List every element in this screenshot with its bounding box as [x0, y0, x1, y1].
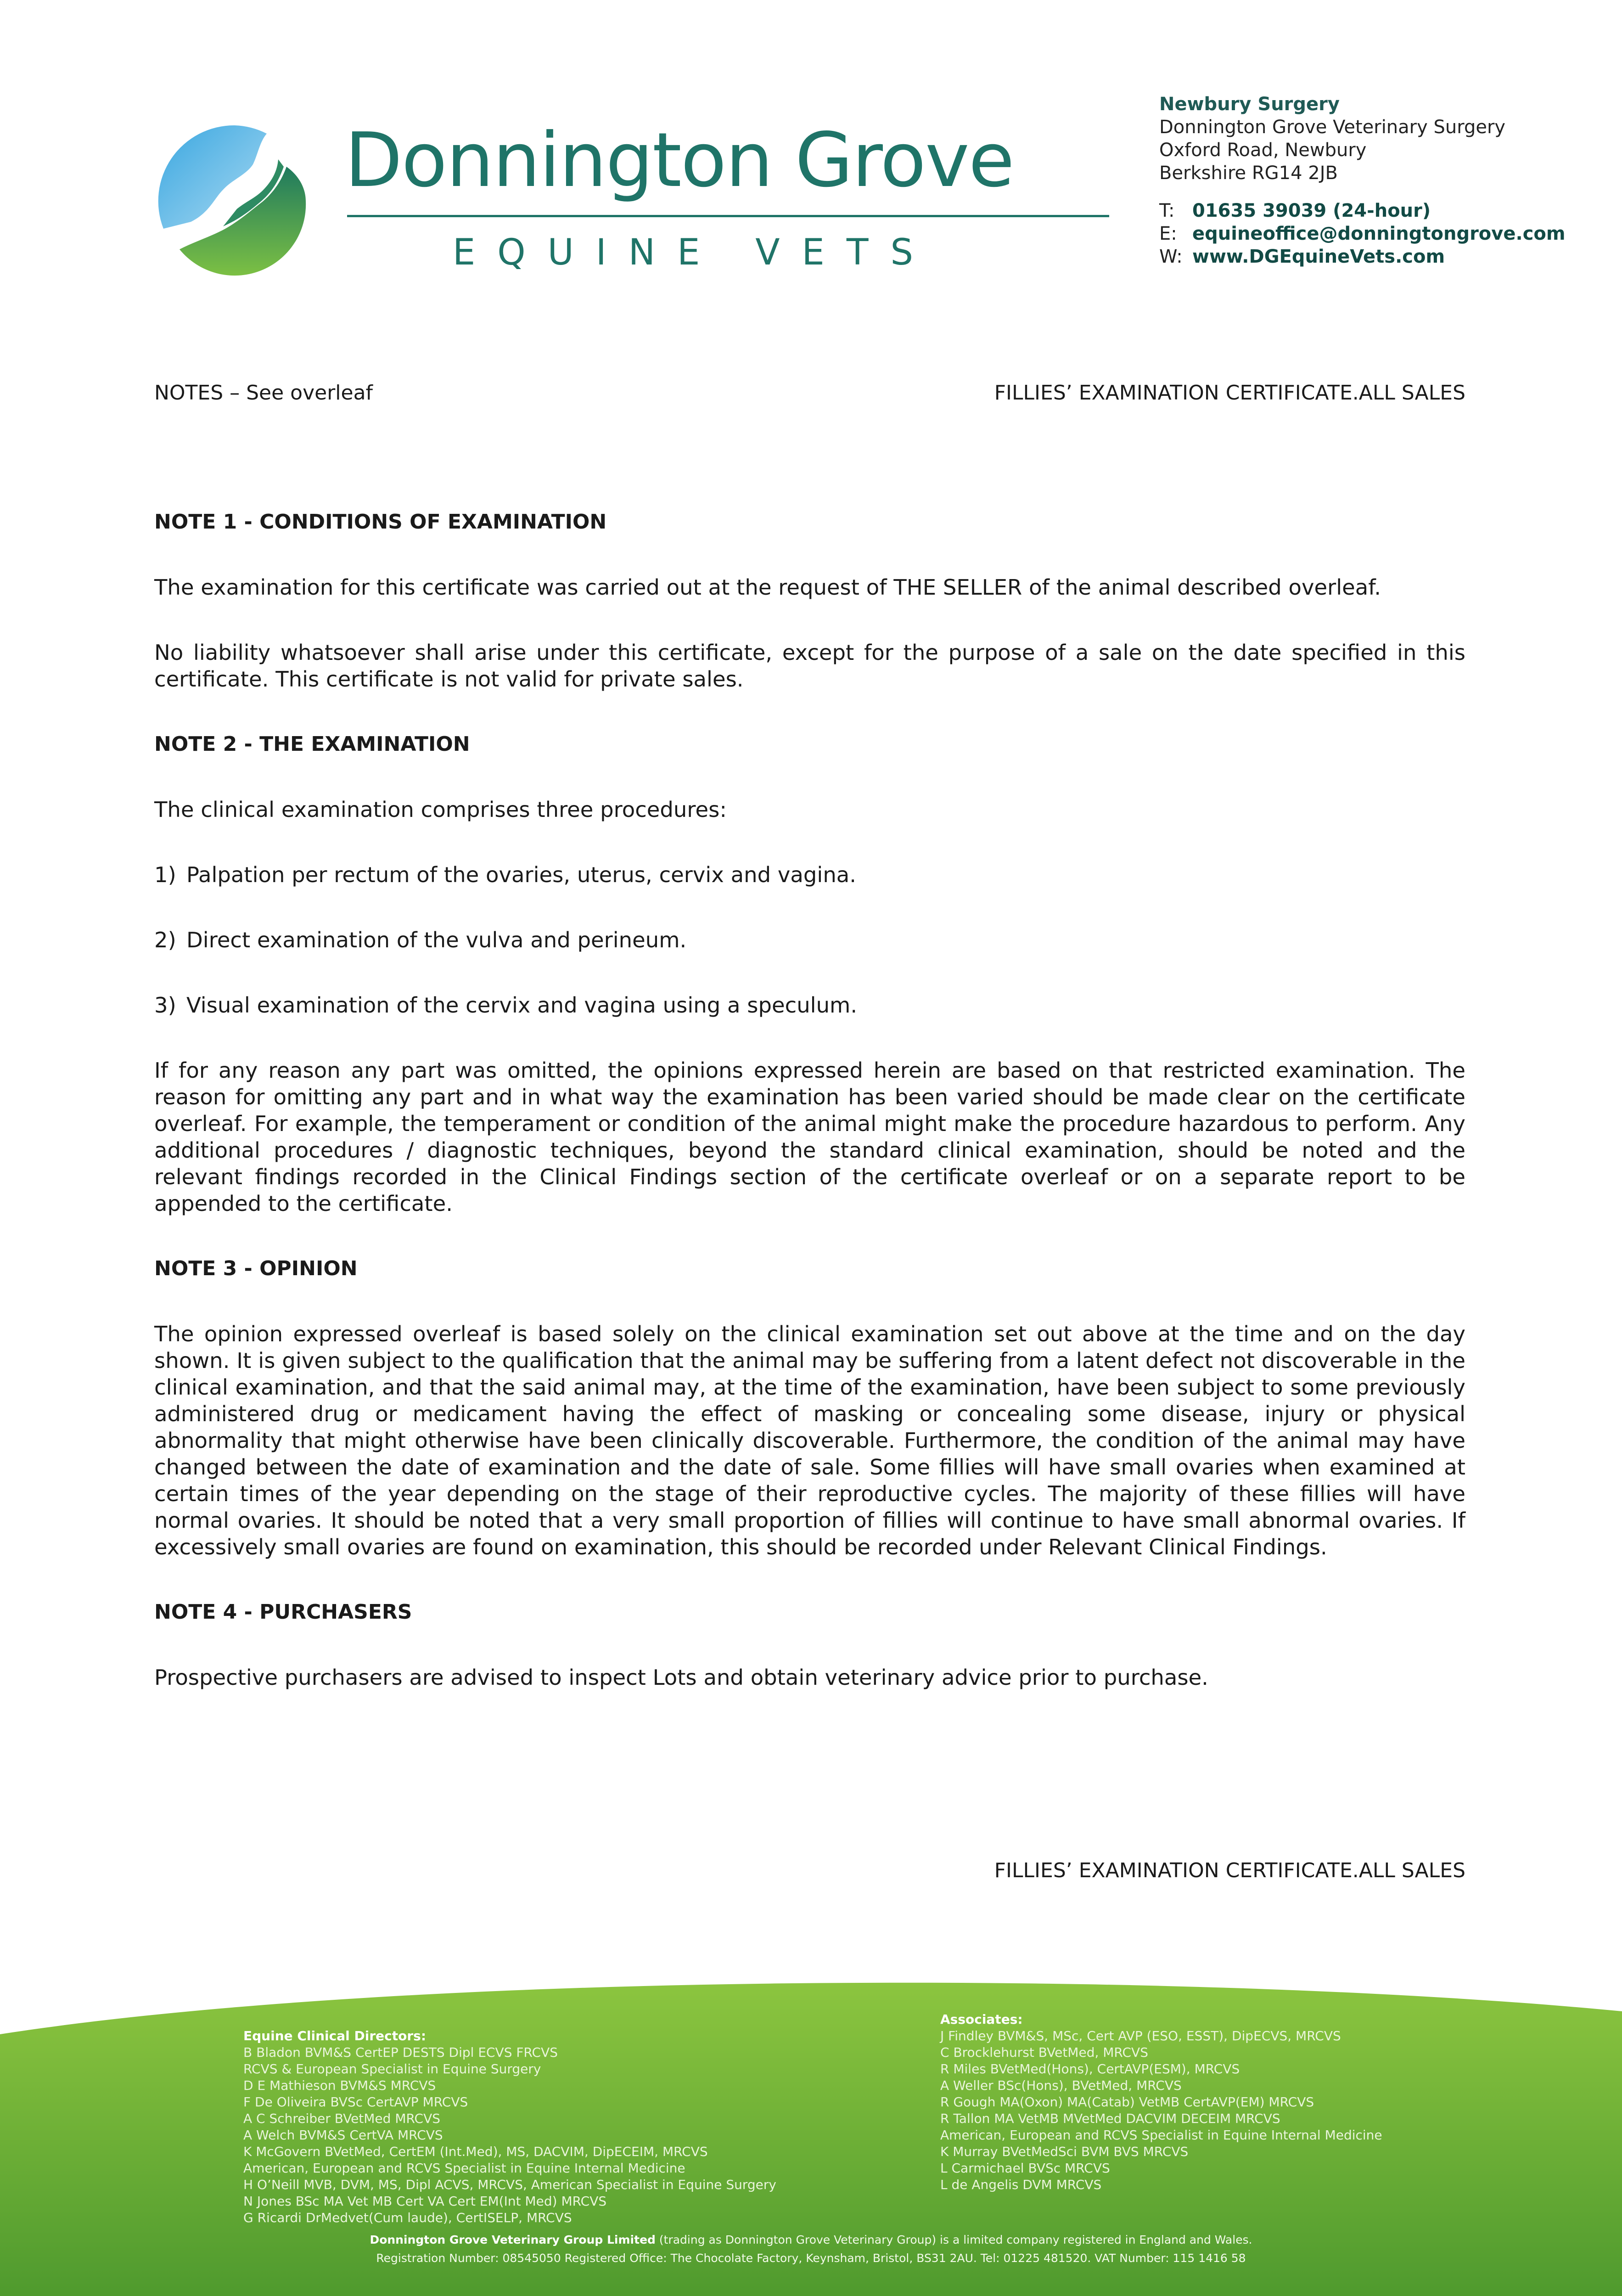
- address-line-1: Donnington Grove Veterinary Surgery: [1159, 117, 1506, 138]
- associates-list: [940, 2011, 1537, 2193]
- web-row: [1159, 245, 1572, 268]
- brand-logo: [154, 117, 1014, 287]
- address-line-2: Oxford Road, Newbury: [1159, 140, 1367, 161]
- procedure-text: Visual examination of the cervix and vagina using a speculum.: [186, 993, 858, 1018]
- email-link[interactable]: equineoffice@donningtongrove.com: [1192, 223, 1566, 244]
- associate-entry: A Weller BSc(Hons), BVetMed, MRCVS: [940, 2078, 1182, 2093]
- note3-heading: NOTE 3 - OPINION: [154, 1257, 358, 1280]
- phone-label: T:: [1159, 200, 1175, 221]
- associate-entry: R Miles BVetMed(Hons), CertAVP(ESM), MRCVS: [940, 2061, 1240, 2077]
- note2-heading: NOTE 2 - THE EXAMINATION: [154, 732, 470, 756]
- director-entry: American, European and RCVS Specialist in Equine Internal Medicine: [243, 2161, 685, 2176]
- associate-entry: C Brocklehurst BVetMed, MRCVS: [940, 2045, 1148, 2060]
- note2-intro: The clinical examination comprises three procedures:: [154, 797, 727, 822]
- procedure-number: 1): [154, 862, 176, 887]
- registration-line: Registration Number: 08545050 Registered Office: The Chocolate Factory, Keynsham, Bristol, BS31 2AU. Tel: 01225 481520. VAT Number: 115 1416 58: [376, 2251, 1246, 2265]
- directors-list: [243, 2028, 932, 2226]
- surgery-name: Newbury Surgery: [1159, 94, 1340, 115]
- associate-entry: L de Angelis DVM MRCVS: [940, 2177, 1102, 2192]
- certificate-title: FILLIES’ EXAMINATION CERTIFICATE.ALL SALES: [994, 381, 1465, 405]
- procedure-number: 3): [154, 993, 176, 1018]
- note1-paragraph-1: The examination for this certificate was carried out at the request of THE SELLER of the animal described overleaf.: [154, 575, 1381, 600]
- procedure-item: [154, 992, 1465, 1019]
- note1-heading: NOTE 1 - CONDITIONS OF EXAMINATION: [154, 510, 607, 534]
- procedure-item: [154, 861, 1465, 888]
- company-description: (trading as Donnington Grove Veterinary Group) is a limited company registered in England and Wales.: [655, 2233, 1252, 2246]
- address-line-3: Berkshire RG14 2JB: [1159, 163, 1338, 184]
- horse-logo-icon: [154, 121, 315, 281]
- company-name: Donnington Grove Veterinary Group Limited: [370, 2233, 656, 2246]
- note3-paragraph: The opinion expressed overleaf is based solely on the clinical examination set out above at the time and on the day shown. It is given subject to the qualification that the animal may be suffering from a latent defect not discoverable in the clinical examination, and that the said animal may, at the time of the examination, have been subject to some previously administered drug or medicament having the effect of masking or concealing some disease, injury or physical abnormality that might otherwise have been clinically discoverable. Furthermore, the condition of the animal may have changed between the date of examination and the date of sale. Some fillies will have small ovaries when examined at certain times of the year depending on the stage of their reproductive cycles. The majority of these fillies will have normal ovaries. It should be noted that a very small proportion of fillies will continue to have small abnormal ovaries. If excessively small ovaries are found on examination, this should be recorded under Relevant Clinical Findings.: [154, 1322, 1465, 1559]
- director-entry: F De Oliveira BVSc CertAVP MRCVS: [243, 2094, 468, 2110]
- director-entry: K McGovern BVetMed, CertEM (Int.Med), MS, DACVIM, DipECEIM, MRCVS: [243, 2144, 708, 2159]
- email-label: E:: [1159, 223, 1177, 244]
- brand-divider: [347, 215, 1109, 217]
- associate-entry: K Murray BVetMedSci BVM BVS MRCVS: [940, 2144, 1189, 2159]
- phone-row: [1159, 199, 1572, 222]
- company-legal-line: [0, 2232, 1622, 2248]
- associate-entry: R Gough MA(Oxon) MA(Catab) VetMB CertAVP(EM) MRCVS: [940, 2094, 1314, 2110]
- procedure-text: Direct examination of the vulva and perineum.: [186, 928, 687, 952]
- associates-heading: Associates:: [940, 2012, 1023, 2027]
- director-entry: A Welch BVM&S CertVA MRCVS: [243, 2127, 443, 2143]
- associate-entry: L Carmichael BVSc MRCVS: [940, 2161, 1110, 2176]
- notes-content: [154, 509, 1465, 1729]
- contact-block: [1159, 93, 1572, 268]
- procedure-text: Palpation per rectum of the ovaries, uterus, cervix and vagina.: [186, 862, 857, 887]
- note4-heading: NOTE 4 - PURCHASERS: [154, 1600, 412, 1624]
- notes-reference: NOTES – See overleaf: [154, 381, 373, 405]
- note2-paragraph-2: If for any reason any part was omitted, the opinions expressed herein are based on that restricted examination. The reason for omitting any part and in what way the examination has been varied should be made clear on the certificate overleaf. For example, the temperament or condition of the animal might make the procedure hazardous to perform. Any additional procedures / diagnostic techniques, beyond the standard clinical examination, should be noted and the relevant findings recorded in the Clinical Findings section of the certificate overleaf or on a separate report to be appended to the certificate.: [154, 1058, 1465, 1216]
- director-entry: D E Mathieson BVM&S MRCVS: [243, 2078, 436, 2093]
- associate-entry: R Tallon MA VetMB MVetMed DACVIM DECEIM MRCVS: [940, 2111, 1280, 2126]
- email-row: [1159, 222, 1572, 245]
- director-entry: G Ricardi DrMedvet(Cum laude), CertISELP, MRCVS: [243, 2210, 572, 2225]
- web-label: W:: [1159, 246, 1183, 267]
- certificate-title-footer: FILLIES’ EXAMINATION CERTIFICATE.ALL SALES: [994, 1859, 1465, 1882]
- associate-entry: J Findley BVM&S, MSc, Cert AVP (ESO, ESST), DipECVS, MRCVS: [940, 2028, 1341, 2043]
- phone-number[interactable]: 01635 39039 (24-hour): [1192, 200, 1431, 221]
- procedure-item: [154, 927, 1465, 953]
- director-entry: H O’Neill MVB, DVM, MS, Dipl ACVS, MRCVS, American Specialist in Equine Surgery: [243, 2177, 776, 2192]
- director-entry: RCVS & European Specialist in Equine Surgery: [243, 2061, 541, 2077]
- note1-paragraph-2: No liability whatsoever shall arise under this certificate, except for the purpose of a sale on the date specified in this certificate. This certificate is not valid for private sales.: [154, 640, 1465, 692]
- website-link[interactable]: www.DGEquineVets.com: [1192, 246, 1445, 267]
- procedure-number: 2): [154, 928, 176, 952]
- director-entry: N Jones BSc MA Vet MB Cert VA Cert EM(Int Med) MRCVS: [243, 2194, 607, 2209]
- note4-paragraph: Prospective purchasers are advised to inspect Lots and obtain veterinary advice prior to purchase.: [154, 1665, 1208, 1690]
- directors-heading: Equine Clinical Directors:: [243, 2028, 427, 2043]
- brand-name: Donnington Grove: [345, 117, 1014, 204]
- director-entry: B Bladon BVM&S CertEP DESTS Dipl ECVS FRCVS: [243, 2045, 558, 2060]
- director-entry: A C Schreiber BVetMed MRCVS: [243, 2111, 441, 2126]
- brand-tagline: EQUINE VETS: [453, 232, 935, 273]
- associate-entry: American, European and RCVS Specialist in Equine Internal Medicine: [940, 2127, 1382, 2143]
